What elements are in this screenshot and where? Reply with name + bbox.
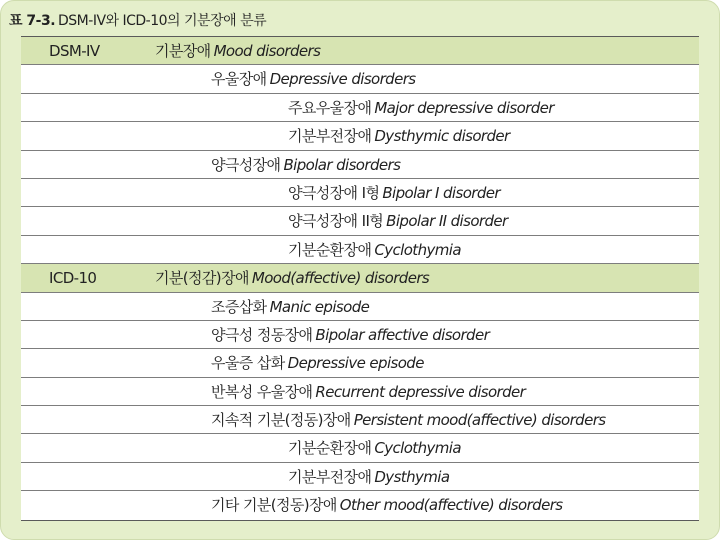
row-label [211, 406, 606, 434]
table-row [21, 491, 699, 519]
korean-term: 양극성장애 II형 [288, 212, 384, 231]
category-label: DSM-IV [49, 42, 100, 60]
korean-term: 기분부전장애 [288, 467, 372, 486]
korean-term: 우울장애 [211, 70, 267, 89]
korean-term: 기분순환장애 [288, 240, 372, 259]
classification-table [21, 36, 699, 521]
table-row [21, 378, 699, 406]
row-label [211, 349, 424, 377]
korean-term: 기분순환장애 [288, 439, 372, 458]
row-label [155, 37, 320, 65]
english-term: Dysthymia [374, 467, 450, 486]
korean-term: 기타 기분(정동)장애 [211, 496, 337, 515]
row-label [288, 179, 500, 207]
table-row [21, 293, 699, 321]
english-term: Other mood(affective) disorders [339, 496, 563, 515]
row-label [211, 378, 525, 406]
table-row [21, 321, 699, 349]
row-label [288, 122, 510, 150]
row-label [211, 293, 369, 321]
table-row [21, 236, 699, 264]
english-term: Depressive disorders [269, 70, 416, 89]
english-term: Cyclothymia [374, 240, 461, 259]
row-label [288, 207, 508, 235]
korean-term: 기분장애 [155, 42, 211, 60]
english-term: Dysthymic disorder [374, 127, 510, 146]
category-label: ICD-10 [49, 269, 97, 288]
english-term: Persistent mood(affective) disorders [353, 411, 606, 430]
korean-term: 양극성 정동장애 [211, 325, 313, 344]
korean-term: 조증삽화 [211, 297, 267, 316]
table-row-dsm-header [21, 37, 699, 65]
table-title: DSM-IV와 ICD-10의 기분장애 분류 [58, 13, 267, 29]
row-label [288, 463, 449, 491]
table-row [21, 122, 699, 150]
korean-term: 지속적 기분(정동)장애 [211, 411, 351, 430]
table-caption [9, 10, 266, 30]
table-row [21, 151, 699, 179]
row-label [211, 491, 562, 519]
table-row-icd-header [21, 264, 699, 292]
row-label [288, 434, 461, 462]
row-label [155, 264, 429, 292]
table-row [21, 434, 699, 462]
korean-term: 기분(정감)장애 [155, 269, 249, 288]
english-term: Mood disorders [213, 42, 321, 60]
korean-term: 반복성 우울장애 [211, 382, 313, 401]
korean-term: 양극성장애 [211, 155, 281, 174]
english-term: Bipolar II disorder [386, 212, 508, 231]
english-term: Major depressive disorder [374, 98, 554, 117]
table-row [21, 463, 699, 491]
table-row [21, 406, 699, 434]
korean-term: 우울증 삽화 [211, 354, 285, 373]
row-label [211, 65, 416, 93]
english-term: Manic episode [269, 297, 370, 316]
english-term: Bipolar I disorder [382, 183, 500, 202]
table-row [21, 207, 699, 235]
korean-term: 양극성장애 I형 [288, 183, 380, 202]
english-term: Depressive episode [287, 354, 424, 373]
row-label [211, 321, 489, 349]
row-label [211, 151, 400, 179]
table-row [21, 349, 699, 377]
table-row [21, 179, 699, 207]
english-term: Bipolar affective disorder [315, 325, 490, 344]
english-term: Mood(affective) disorders [251, 269, 430, 288]
english-term: Recurrent depressive disorder [315, 382, 526, 401]
table-number: 표 7-3. [9, 13, 56, 29]
english-term: Cyclothymia [374, 439, 461, 458]
korean-term: 주요우울장애 [288, 98, 372, 117]
korean-term: 기분부전장애 [288, 127, 372, 146]
table-row [21, 94, 699, 122]
row-label [288, 236, 461, 264]
table-row [21, 65, 699, 93]
english-term: Bipolar disorders [283, 155, 401, 174]
row-label [288, 94, 554, 122]
